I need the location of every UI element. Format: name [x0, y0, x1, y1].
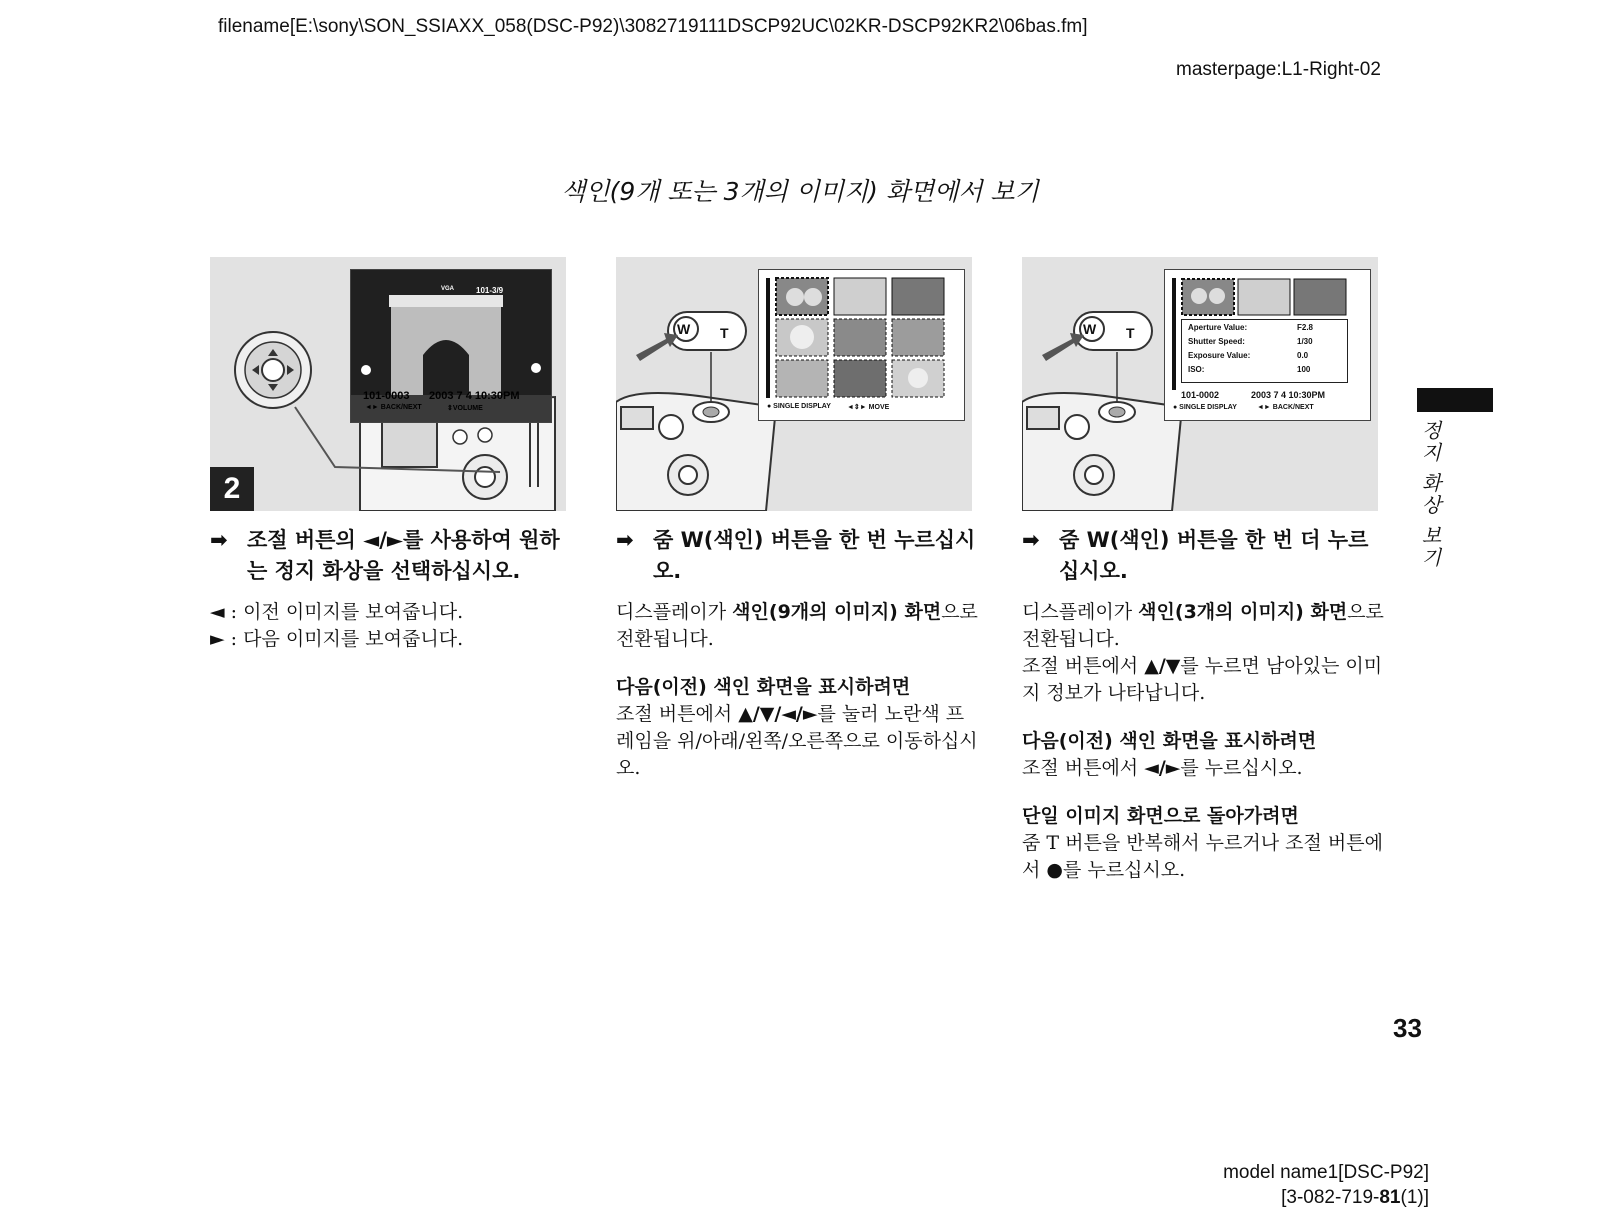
- illustration-step2-camera: [210, 257, 566, 511]
- subheading: 다음(이전) 색인 화면을 표시하려면: [1022, 730, 1317, 752]
- file-number: 101-0003: [363, 390, 410, 402]
- body-paragraph: 디스플레이가 색인(9개의 이미지) 화면으로 전환됩니다.: [616, 601, 978, 650]
- next-image-line: ► : 다음 이미지를 보여줍니다.: [210, 628, 464, 650]
- side-tab-label: 정지 화상 보기: [1418, 420, 1442, 569]
- image-info-box: [1181, 319, 1348, 383]
- hint-move: ◄⇕► MOVE: [847, 404, 890, 411]
- body-paragraph: 디스플레이가 색인(3개의 이미지) 화면으로 전환됩니다.: [1022, 601, 1384, 650]
- column-index9: [616, 525, 978, 782]
- hint-single-display: ● SINGLE DISPLAY: [1173, 404, 1237, 411]
- step-number: 2: [210, 467, 254, 511]
- body-text: [210, 599, 572, 653]
- lcd-index-3: [1164, 269, 1371, 421]
- thumbnail-row-3: [1181, 278, 1361, 318]
- info-label: Exposure Value:: [1188, 351, 1251, 360]
- body-paragraph: 조절 버튼에서 ◄/►를 누르십시오.: [1022, 757, 1303, 779]
- info-value: F2.8: [1297, 323, 1314, 332]
- file-number: 101-0002: [1181, 390, 1220, 400]
- page-number: 33: [1393, 1013, 1422, 1043]
- prev-image-line: ◄ : 이전 이미지를 보여줍니다.: [210, 601, 464, 623]
- info-value: 1/30: [1297, 337, 1313, 346]
- step-instruction: ➡ 줌 W(색인) 버튼을 한 번 더 누르십시오.: [1022, 525, 1384, 587]
- step-instruction: ➡ 줌 W(색인) 버튼을 한 번 누르십시오.: [616, 525, 978, 587]
- hint-back-next: ◄► BACK/NEXT: [1257, 404, 1314, 411]
- zoom-w-button: W: [677, 321, 691, 337]
- image-counter: 101-3/9: [476, 286, 504, 295]
- info-label: Shutter Speed:: [1188, 337, 1245, 346]
- body-paragraph: 조절 버튼에서 ▲/▼/◄/►를 눌러 노란색 프레임을 위/아래/왼쪽/오른쪽으로 이동하십시오.: [616, 703, 978, 779]
- lcd-single-image: [350, 269, 552, 423]
- illustration-index-3: [1022, 257, 1378, 511]
- column-index3: [1022, 525, 1384, 884]
- subheading: 다음(이전) 색인 화면을 표시하려면: [616, 676, 911, 698]
- hint-single-display: ● SINGLE DISPLAY: [767, 403, 831, 410]
- date-time: 2003 7 4 10:30PM: [1251, 390, 1326, 400]
- subheading: 단일 이미지 화면으로 돌아가려면: [1022, 805, 1299, 827]
- filename-header: filename[E:\sony\SON_SSIAXX_058(DSC-P92)\3082719111DSCP92UC\02KR-DSCP92KR2\06bas.fm]: [218, 16, 1088, 37]
- side-tab-marker: [1417, 388, 1493, 412]
- step-instruction: ➡ 조절 버튼의 ◄/►를 사용하여 원하는 정지 화상을 선택하십시오.: [210, 525, 572, 587]
- arrow-icon: ➡: [210, 528, 228, 552]
- vga-label: VGA: [441, 286, 455, 292]
- footer-code: [3-082-719-81(1)]: [1281, 1187, 1429, 1208]
- arrow-icon: ➡: [616, 528, 634, 552]
- masterpage-header: masterpage:L1-Right-02: [1176, 59, 1381, 80]
- footer-model: model name1[DSC-P92]: [1223, 1162, 1429, 1183]
- body-paragraph: 줌 T 버튼을 반복해서 누르거나 조절 버튼에서 ●를 누르십시오.: [1022, 832, 1383, 881]
- info-value: 100: [1297, 365, 1311, 374]
- thumbnail-grid-9: [775, 277, 955, 399]
- info-label: ISO:: [1188, 365, 1205, 374]
- section-title: 색인(9개 또는 3개의 이미지) 화면에서 보기: [561, 177, 1039, 206]
- info-label: Aperture Value:: [1188, 323, 1248, 332]
- illustration-index-9: [616, 257, 972, 511]
- zoom-w-button: W: [1083, 321, 1097, 337]
- body-paragraph: 조절 버튼에서 ▲/▼를 누르면 남아있는 이미지 정보가 나타납니다.: [1022, 655, 1383, 704]
- lcd-index-9: [758, 269, 965, 421]
- zoom-t-button: T: [1126, 325, 1135, 341]
- arrow-icon: ➡: [1022, 528, 1040, 552]
- hint-back-next: ◄► BACK/NEXT: [365, 404, 422, 411]
- info-value: 0.0: [1297, 351, 1309, 360]
- zoom-t-button: T: [720, 325, 729, 341]
- date-time: 2003 7 4 10:30PM: [429, 390, 520, 402]
- hint-volume: ⇕VOLUME: [447, 405, 483, 412]
- column-step2: [210, 525, 572, 653]
